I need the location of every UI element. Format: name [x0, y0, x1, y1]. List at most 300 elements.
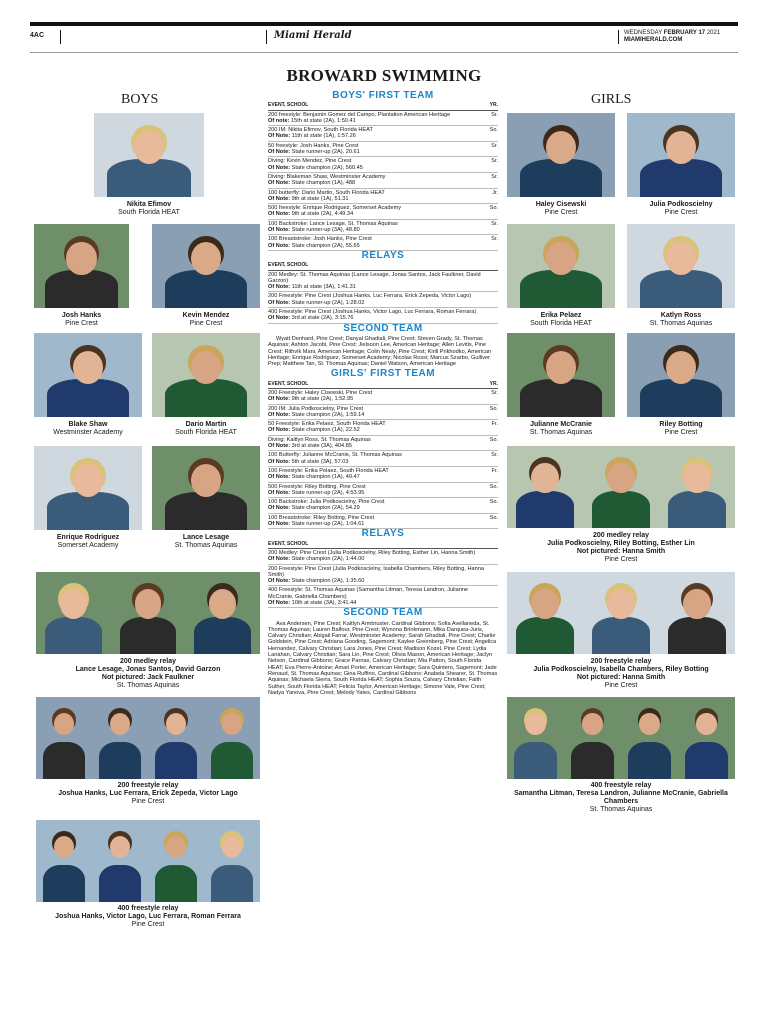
- athlete-school: South Florida HEAT: [530, 320, 592, 327]
- athlete-caption: [497, 421, 625, 437]
- person-silhouette: [678, 697, 735, 779]
- note-text: State champion (2A), 1:35.60: [291, 578, 365, 585]
- event-text: 200 IM: Julia Podkoscielny, Pine Crest: [268, 405, 364, 412]
- athlete-caption: [497, 201, 625, 217]
- result-entry: [268, 271, 498, 293]
- event-text: 100 Backstroke: Lance Lesage, St. Thomas Aquinas: [268, 220, 398, 227]
- person-silhouette: [627, 333, 735, 417]
- note-label: Of Note:: [268, 396, 291, 403]
- person-silhouette: [627, 113, 735, 197]
- athlete-caption: [617, 312, 745, 328]
- result-entry: [268, 405, 498, 421]
- boys-second-team-heading: SECOND TEAM: [343, 322, 423, 334]
- result-entry: [268, 565, 498, 587]
- note-text: 3rd at state (2A), 3:15.76: [291, 315, 354, 322]
- note-line: [268, 459, 498, 465]
- boys-first-team-heading: BOYS' FIRST TEAM: [332, 90, 434, 101]
- year-text: So.: [489, 499, 498, 506]
- column-headers: [268, 541, 498, 549]
- note-text: State champion (2A), 1:44.00: [291, 556, 365, 563]
- person-silhouette: [111, 572, 186, 654]
- page-headline: BROWARD SWIMMING: [286, 66, 482, 85]
- torso: [640, 379, 722, 417]
- athlete-school: Pine Crest: [664, 429, 698, 436]
- person-silhouette: [621, 697, 678, 779]
- person-silhouette: [92, 820, 148, 902]
- result-entry: [268, 451, 498, 467]
- result-entry: [268, 142, 498, 158]
- relay-names: Julia Podkoscielny, Riley Botting, Esther Lin: [547, 540, 695, 547]
- athlete-school: Pine Crest: [664, 209, 698, 216]
- year-text: So.: [489, 205, 498, 212]
- year-text: So.: [489, 514, 498, 521]
- boys-second-team-text: Wyatt Denhard, Pine Crest; Danyal Ghadiali, Pine Crest; Steven Grady, St. Thomas Aquinas; Ashton Jacobi, Pine Crest; Jielsoon Lee, American Heritage; Allen Levitis, Pine Crest; Rithvik Mani, American Heritage; Colin Nealy, Pine Crest; Kirill Prikhodko, American Heritage; Enrique Rodriguez, Somerset Academy; Nicolas Rossi; Marcus Szarbo, Gulliver Prep; Matthew Tan, St. Thomas Aquinas; Daniel Watson, American Heritage: [268, 335, 492, 368]
- face: [582, 713, 603, 736]
- boys-relays-heading: RELAYS: [361, 249, 405, 261]
- result-entry: [268, 189, 498, 205]
- relay-photo: [36, 697, 260, 779]
- year-text: Sr.: [491, 142, 498, 149]
- torso: [571, 742, 614, 779]
- person-silhouette: [583, 446, 659, 528]
- athlete-school: Pine Crest: [544, 209, 578, 216]
- torso: [47, 379, 129, 417]
- athlete-caption: [497, 312, 625, 328]
- note-text: 10th at state (3A), 3:41.44: [291, 600, 357, 606]
- athlete-caption: [142, 312, 270, 328]
- note-text: 3rd at state (3A), 404.85: [291, 443, 352, 450]
- face: [54, 713, 74, 735]
- person-silhouette: [34, 333, 142, 417]
- athlete-photo: [34, 333, 142, 417]
- result-entry: [268, 235, 498, 251]
- relay-caption: [30, 782, 266, 806]
- event-text: 100 Breaststroke: Riley Botting, Pine Crest: [268, 514, 375, 521]
- athlete-name: Julia Podkoscielny: [649, 201, 713, 208]
- event-text: 200 Medley: Pine Crest (Julia Podkoscielny, Riley Botting, Esther Lin, Hanna Smith): [268, 549, 476, 556]
- note-line: [268, 180, 498, 186]
- year-text: Sr.: [491, 173, 498, 180]
- event-text: 100 Butterfly: Julianne McCranie, St. Thomas Aquinas: [268, 452, 402, 459]
- relay-title: 400 freestyle relay: [590, 782, 652, 789]
- relay-photo: [507, 572, 735, 654]
- athlete-name: Dario Martin: [185, 421, 227, 428]
- athlete-school: Pine Crest: [65, 320, 98, 327]
- athlete-caption: [24, 534, 152, 550]
- note-text: 11th at state (1A), 1:57.26: [291, 133, 356, 140]
- results-column: [268, 91, 498, 698]
- person-silhouette: [507, 333, 615, 417]
- event-text: 100 Breaststroke: Josh Hanks, Pine Crest: [268, 236, 372, 243]
- torso: [120, 617, 177, 654]
- face: [531, 589, 558, 619]
- relay-caption: [501, 782, 741, 814]
- torso: [668, 617, 726, 654]
- note-line: [268, 165, 498, 171]
- athlete-photo: [627, 333, 735, 417]
- torso: [592, 491, 650, 528]
- event-school-header: EVENT, SCHOOL: [268, 102, 309, 109]
- relay-caption: [501, 658, 741, 690]
- athlete-photo: [507, 333, 615, 417]
- relay-title: 200 medley relay: [119, 658, 177, 665]
- year-text: Sr.: [491, 158, 498, 165]
- athlete-school: Westminster Academy: [53, 429, 123, 436]
- note-line: [268, 243, 498, 249]
- note-line: [268, 149, 498, 155]
- athlete-name: Haley Cisewski: [535, 201, 587, 208]
- athlete-name: Nikita Efimov: [126, 201, 172, 208]
- athlete-name: Blake Shaw: [68, 421, 108, 428]
- relay-not-pictured: Not pictured: Hanna Smith: [576, 674, 666, 681]
- torso: [155, 742, 198, 779]
- athlete-photo: [152, 446, 260, 530]
- note-line: [268, 118, 498, 124]
- event-text: 200 Medley: St. Thomas Aquinas (Lance Lesage, Jonas Santos, Jack Faulkner, David Garzon): [268, 271, 481, 284]
- column-headers: [268, 102, 498, 110]
- girls-first-team-heading: GIRLS' FIRST TEAM: [330, 368, 436, 380]
- person-silhouette: [564, 697, 621, 779]
- note-text: State champion (1A), 488: [291, 180, 356, 187]
- event-school-header: EVENT, SCHOOL: [268, 262, 309, 269]
- result-line: [268, 587, 498, 600]
- torso: [516, 617, 574, 654]
- person-silhouette: [659, 446, 735, 528]
- person-silhouette: [204, 820, 260, 902]
- note-label: Of Note:: [268, 458, 291, 465]
- year-text: Sr.: [491, 111, 498, 118]
- result-entry: [268, 111, 498, 127]
- note-label: Of Note:: [268, 180, 291, 187]
- note-line: [268, 521, 498, 527]
- person-silhouette: [34, 446, 142, 530]
- event-text: 50 freestyle: Josh Hanks, Pine Crest: [268, 142, 359, 149]
- relay-school: Pine Crest: [131, 921, 165, 928]
- note-label: Of Note:: [268, 284, 291, 291]
- note-line: [268, 443, 498, 449]
- torso: [211, 865, 254, 902]
- note-text: State runner-up (3A), 48.80: [291, 227, 360, 234]
- note-label: Of Note:: [268, 521, 291, 528]
- note-label: Of Note:: [268, 443, 291, 450]
- result-entry: [268, 308, 498, 324]
- face: [683, 463, 710, 493]
- note-text: State runner-up (2A), 20.61: [291, 149, 360, 156]
- girls-relays-list: [268, 549, 498, 608]
- girls-label: GIRLS: [591, 92, 632, 107]
- athlete-photo: [627, 113, 735, 197]
- note-line: [268, 556, 498, 562]
- person-silhouette: [507, 697, 564, 779]
- event-text: 100 Backstroke: Julia Podkoscielny, Pine Crest: [268, 499, 385, 506]
- athlete-photo: [152, 224, 260, 308]
- year-header: YR.: [489, 380, 498, 387]
- person-silhouette: [507, 446, 583, 528]
- note-label: Of Note:: [268, 227, 291, 234]
- face: [60, 589, 87, 619]
- relay-names: Julia Podkoscielny, Isabella Chambers, Riley Botting: [533, 666, 709, 673]
- face: [166, 836, 186, 858]
- face: [222, 713, 242, 735]
- person-silhouette: [507, 572, 583, 654]
- year-header: YR.: [489, 102, 498, 109]
- torso: [155, 865, 198, 902]
- person-silhouette: [204, 697, 260, 779]
- face: [696, 713, 717, 736]
- torso: [45, 617, 102, 654]
- girls-relays-heading: RELAYS: [361, 528, 405, 540]
- result-entry: [268, 549, 498, 565]
- result-entry: [268, 220, 498, 236]
- athlete-photo: [34, 224, 129, 308]
- face: [110, 836, 130, 858]
- girls-second-team-heading: SECOND TEAM: [343, 607, 423, 619]
- girls-first-team-list: [268, 389, 498, 529]
- torso: [520, 270, 602, 308]
- athlete-caption: [24, 312, 139, 328]
- dateline-day: WEDNESDAY: [624, 30, 663, 36]
- torso: [43, 865, 86, 902]
- note-label: Of Note:: [268, 556, 291, 563]
- dateline: [624, 30, 720, 44]
- note-label: Of Note:: [268, 411, 291, 418]
- face: [222, 836, 242, 858]
- event-text: 400 Freestyle: St. Thomas Aquinas (Samantha Litman, Teresa Landron, Julianne McCranie, Gabriella Chambers): [268, 587, 469, 600]
- person-silhouette: [36, 820, 92, 902]
- relay-not-pictured: Not pictured: Hanna Smith: [576, 548, 666, 555]
- person-silhouette: [34, 224, 129, 308]
- page-number: 4AC: [30, 32, 45, 39]
- result-entry: [268, 514, 498, 530]
- relay-school: St. Thomas Aquinas: [116, 682, 180, 689]
- top-rule: [30, 22, 738, 26]
- person-silhouette: [583, 572, 659, 654]
- year-text: So.: [489, 127, 498, 134]
- result-entry: [268, 498, 498, 514]
- athlete-photo: [152, 333, 260, 417]
- note-label: Of Note:: [268, 299, 291, 306]
- torso: [668, 491, 726, 528]
- person-silhouette: [507, 224, 615, 308]
- dateline-date: FEBRUARY 17: [663, 30, 706, 36]
- face: [607, 463, 634, 493]
- person-silhouette: [92, 697, 148, 779]
- person-silhouette: [148, 697, 204, 779]
- torso: [99, 865, 142, 902]
- person-silhouette: [507, 113, 615, 197]
- year-text: Sr.: [491, 389, 498, 396]
- athlete-name: Kevin Mendez: [182, 312, 230, 319]
- torso: [685, 742, 728, 779]
- note-line: [268, 211, 498, 217]
- divider: [266, 30, 267, 44]
- note-label: Of Note:: [268, 133, 291, 140]
- result-entry: [268, 173, 498, 189]
- torso: [165, 379, 247, 417]
- year-text: Sr.: [491, 220, 498, 227]
- face: [66, 242, 96, 275]
- note-label: Of Note:: [268, 164, 291, 171]
- note-line: [268, 315, 498, 321]
- note-label: Of Note:: [268, 315, 291, 322]
- torso: [211, 742, 254, 779]
- athlete-photo: [507, 224, 615, 308]
- person-silhouette: [152, 446, 260, 530]
- boys-label: BOYS: [121, 92, 159, 107]
- relay-caption: [30, 658, 266, 690]
- relay-school: St. Thomas Aquinas: [589, 806, 653, 813]
- torso: [640, 270, 722, 308]
- person-silhouette: [36, 572, 111, 654]
- note-line: [268, 133, 498, 139]
- athlete-name: Riley Botting: [659, 421, 703, 428]
- athlete-photo: [507, 113, 615, 197]
- face: [607, 589, 634, 619]
- relay-title: 200 freestyle relay: [117, 782, 179, 789]
- torso: [628, 742, 671, 779]
- note-line: [268, 196, 498, 202]
- person-silhouette: [148, 820, 204, 902]
- note-line: [268, 284, 498, 290]
- torso: [514, 742, 557, 779]
- athlete-school: South Florida HEAT: [175, 429, 237, 436]
- person-silhouette: [152, 333, 260, 417]
- torso: [520, 379, 602, 417]
- result-entry: [268, 292, 498, 308]
- torso: [165, 492, 247, 530]
- column-headers: [268, 381, 498, 389]
- note-text: State champion (2A), 1:59.14: [291, 411, 365, 418]
- athlete-school: St. Thomas Aquinas: [174, 542, 238, 549]
- athlete-name: Lance Lesage: [182, 534, 230, 541]
- year-text: Jr.: [492, 189, 498, 196]
- person-silhouette: [152, 224, 260, 308]
- note-label: Of Note:: [268, 195, 291, 202]
- event-text: 200 Freestyle: Pine Crest (Joshua Hanks, Luc Ferrara, Erick Zepeda, Victor Lago): [268, 293, 472, 300]
- note-line: [268, 490, 498, 496]
- athlete-name: Julianne McCranie: [530, 421, 592, 428]
- year-text: So.: [489, 436, 498, 443]
- torso: [99, 742, 142, 779]
- person-silhouette: [36, 697, 92, 779]
- note-line: [268, 600, 498, 606]
- relay-caption: [30, 905, 266, 929]
- face: [54, 836, 74, 858]
- relay-school: Pine Crest: [604, 682, 638, 689]
- person-silhouette: [185, 572, 260, 654]
- year-text: So.: [489, 405, 498, 412]
- event-text: 200 Freestyle: Haley Cisewski, Pine Crest: [268, 389, 373, 396]
- face: [135, 589, 162, 619]
- torso: [194, 617, 251, 654]
- relay-photo: [507, 697, 735, 779]
- relay-not-pictured: Not pictured: Jack Faulkner: [101, 674, 195, 681]
- note-line: [268, 505, 498, 511]
- athlete-photo: [94, 113, 204, 197]
- athlete-caption: [142, 421, 270, 437]
- event-text: 100 Freestyle: Erika Pelaez, South Florida HEAT: [268, 467, 389, 474]
- note-label: Of Note:: [268, 242, 291, 249]
- face: [110, 713, 130, 735]
- athlete-school: St. Thomas Aquinas: [649, 320, 713, 327]
- note-text: State champion (2A), 560.45: [291, 164, 363, 171]
- result-entry: [268, 436, 498, 452]
- note-text: 5th at state (3A), 57.03: [291, 458, 349, 465]
- person-silhouette: [94, 113, 204, 197]
- note-label: Of Note:: [268, 489, 291, 496]
- torso: [640, 159, 722, 197]
- note-text: 9th at state (1A), 51.31: [291, 195, 349, 202]
- relay-photo: [507, 446, 735, 528]
- athlete-school: St. Thomas Aquinas: [529, 429, 593, 436]
- athlete-school: Somerset Academy: [57, 542, 119, 549]
- masthead: Miami Herald: [274, 30, 352, 41]
- relay-names: Joshua Hanks, Luc Ferrara, Erick Zepeda, Victor Lago: [58, 790, 238, 797]
- note-text: 11th at state (3A), 1:41.31: [291, 284, 356, 291]
- year-text: Sr.: [491, 236, 498, 243]
- note-line: [268, 396, 498, 402]
- year-text: Fr.: [491, 467, 498, 474]
- athlete-school: South Florida HEAT: [118, 209, 180, 216]
- athlete-name: Josh Hanks: [61, 312, 102, 319]
- athlete-photo: [34, 446, 142, 530]
- face: [639, 713, 660, 736]
- torso: [43, 742, 86, 779]
- relay-title: 200 freestyle relay: [590, 658, 652, 665]
- note-label: Of Note:: [268, 427, 291, 434]
- note-text: State runner-up (2A), 1:28.02: [291, 299, 365, 306]
- note-line: [268, 427, 498, 433]
- note-text: 15th at state (2A), 1:50.41: [291, 117, 356, 124]
- face: [531, 463, 558, 493]
- torso: [165, 270, 247, 308]
- torso: [47, 492, 129, 530]
- result-entry: [268, 420, 498, 436]
- relay-photo: [36, 820, 260, 902]
- torso: [592, 617, 650, 654]
- note-line: [268, 578, 498, 584]
- athlete-name: Enrique Rodriguez: [56, 534, 120, 541]
- event-text: Diving: Blakeman Shaw, Westminster Academy: [268, 173, 386, 180]
- boys-relays-list: [268, 271, 498, 324]
- result-entry: [268, 586, 498, 608]
- note-text: State champion (1A), 22.52: [291, 427, 360, 434]
- girls-second-team-text: Ava Andersen, Pine Crest; Kaitlyn Armbruster, Cardinal Gibbons; Sofia Avellaneda, St. Thomas Aquinas; Lauren Balfour, Pine Crest; Wynona Brinkmann, Mika Darquea-Juris, Calvary Christian; Abigail Farrar, Westminster Academy; Sarah Ghadiali, Pine Crest; Charlie Goldstein, Pine Crest; Adriana Gooding, Sagemont; Kaylee Greenberg, Pine Crest; Angelica Hernandez, Calvary Christian; Lara Jones, Pine Crest; Madison Kozel, Pine Crest; Lydia Lanahan, Calvary Christian; Sara Lin, Pine Crest; Olivia Mason, American Heritage; Jaclyn Nelson, Cardinal Gibbons; Grace Parnas, Calvary Christian; Mia Patton, South Florida HEAT; Eva Pierre-Antoine; Amari Porter, American Heritage; Sara Quintero, Sagemont; Jade Renaud, St. Thomas Aquinas; Gina Ruffino, Cardinal Gibbons; Anabela Shearer, St. Thomas Aquinas; Michaela Sierra, South Florida HEAT; Sophia Souza, Calvary Christian; Faith Suther, South Florida HEAT; Felicia Taylor, American Heritage; Simone Vale, Pine Crest; Nadya Yanova, Pine Crest; Melody Yates, Cardinal Gibbons: [268, 620, 498, 696]
- athlete-school: Pine Crest: [189, 320, 223, 327]
- note-text: 9th at state (2A), 1:52.95: [291, 396, 354, 403]
- relay-names: Lance Lesage, Jonas Santos, David Garzon: [75, 666, 221, 673]
- note-text: 9th at state (2A), 4:49.34: [291, 211, 354, 218]
- relay-names: Joshua Hanks, Victor Lago, Luc Ferrara, Roman Ferrara: [55, 913, 241, 920]
- torso: [516, 491, 574, 528]
- note-label: Of Note:: [268, 600, 291, 606]
- note-line: [268, 300, 498, 306]
- torso: [45, 270, 117, 308]
- event-school-header: EVENT, SCHOOL: [268, 380, 309, 387]
- relay-names: Samantha Litman, Teresa Landron, Julianne McCranie, Gabriella Chambers: [514, 790, 728, 805]
- year-text: So.: [489, 483, 498, 490]
- note-text: State runner-up (2A), 4:53.95: [291, 489, 365, 496]
- result-entry: [268, 483, 498, 499]
- result-entry: [268, 126, 498, 142]
- result-entry: [268, 204, 498, 220]
- year-text: Sr.: [491, 452, 498, 459]
- event-text: 200 freestyle: Benjamin Gomez del Campo, Plantation American Heritage: [268, 111, 451, 118]
- event-text: Diving: Kevin Mendez, Pine Crest: [268, 158, 352, 165]
- relay-caption: [501, 532, 741, 564]
- note-text: State champion (2A), 54.29: [291, 505, 360, 512]
- relay-photo: [36, 572, 260, 654]
